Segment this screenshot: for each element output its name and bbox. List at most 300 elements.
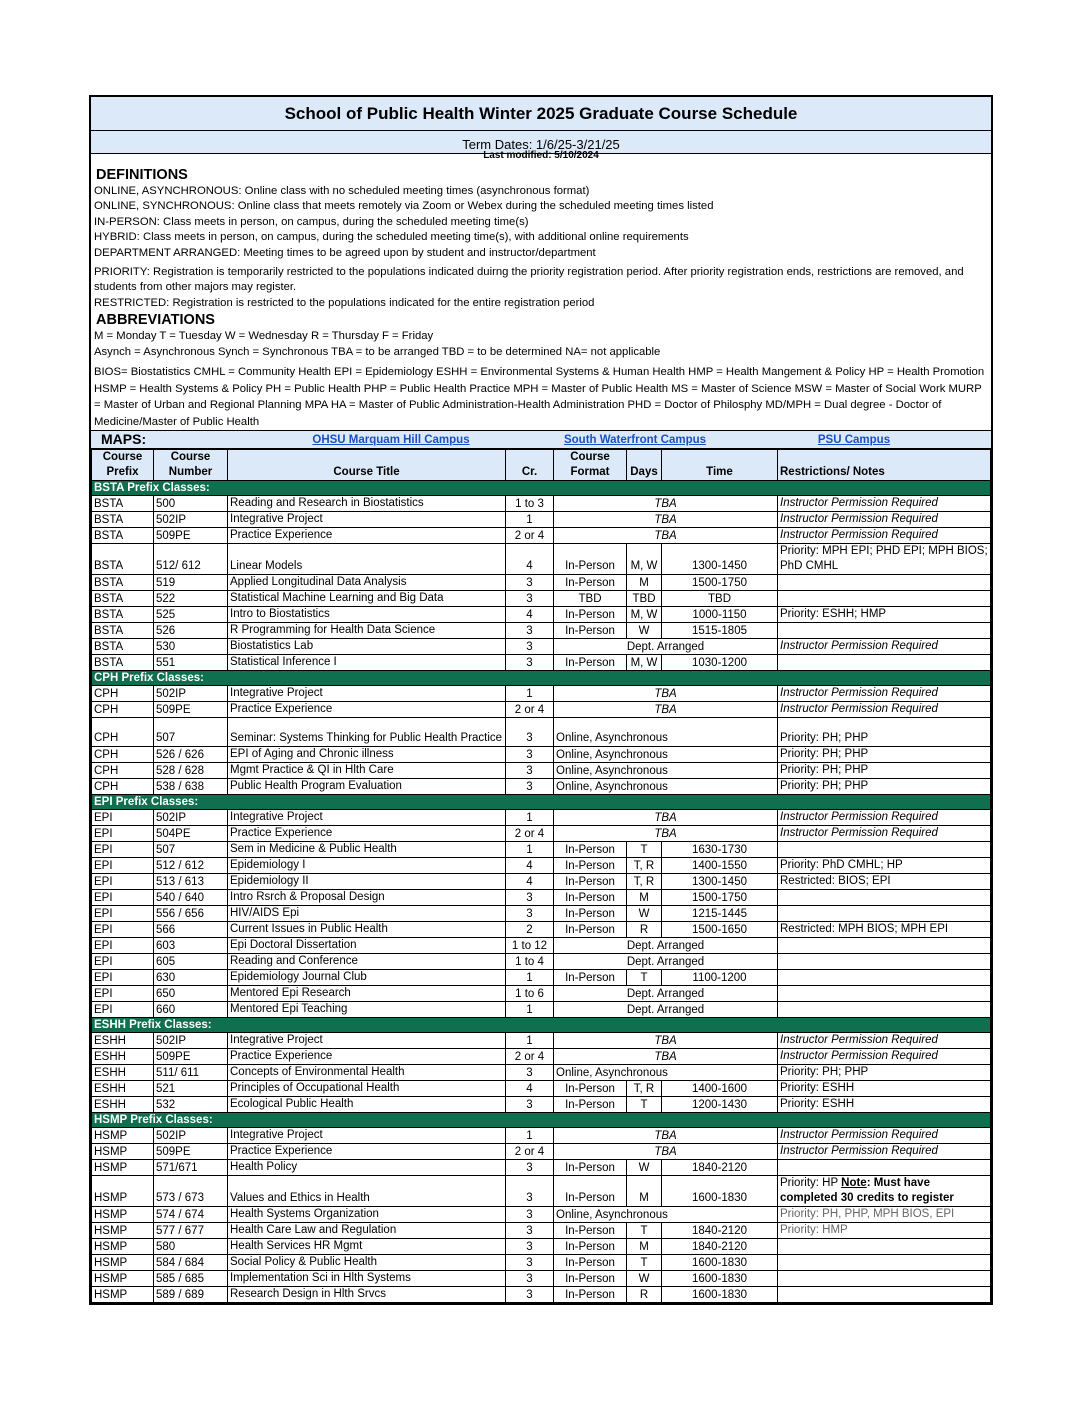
course-prefix: BSTA xyxy=(92,623,154,639)
abbreviations-terms: Asynch = Asynchronous Synch = Synchronous TBA = to be arranged TBD = to be determined NA= not applicable xyxy=(94,345,661,358)
table-row xyxy=(92,890,991,906)
term-dates-text: Term Dates: 1/6/25-3/21/25 xyxy=(462,137,620,152)
course-credits: 3 xyxy=(506,1239,554,1255)
course-number: 502IP xyxy=(154,810,228,826)
course-title: Biostatistics Lab xyxy=(228,639,506,655)
table-row xyxy=(92,591,991,607)
course-title: Values and Ethics in Health xyxy=(228,1176,506,1207)
table-row xyxy=(92,1049,991,1065)
course-prefix: HSMP xyxy=(92,1207,154,1223)
course-prefix: BSTA xyxy=(92,591,154,607)
course-days: W xyxy=(627,906,662,922)
course-time: 1840-2120 xyxy=(662,1160,778,1176)
course-number: 526 / 626 xyxy=(154,747,228,763)
course-time: 1500-1750 xyxy=(662,575,778,591)
course-credits: 4 xyxy=(506,1081,554,1097)
course-schedule-arranged: Dept. Arranged xyxy=(554,639,778,655)
definition-hybrid: HYBRID: Class meets in person, on campus, during the scheduled meeting time(s), with additional online requirements xyxy=(94,231,689,244)
course-title: Intro to Biostatistics xyxy=(228,607,506,623)
course-number: 556 / 656 xyxy=(154,906,228,922)
course-number: 528 / 628 xyxy=(154,763,228,779)
course-prefix: EPI xyxy=(92,954,154,970)
course-notes: Instructor Permission Required xyxy=(778,1128,991,1144)
ohsu-campus-map-link[interactable]: OHSU Marquam Hill Campus xyxy=(312,434,470,447)
abbreviations-programs: BIOS= Biostatistics CMHL = Community Health EPI = Epidemiology ESHH = Environmental Systems & Human Health HMP = Health Mangement & Policy HP = Health Promotion HSMP = Health Systems & Policy PH = Public Health PHP = Public Health Practice MPH = Master of Public Health MS = Master of Science MSW = Master of Social Work MURP = Master of Urban and Regional Planning MPA HA = Master of Public Administration-Health Administration PHD = Doctor of Philosphy MD/MPH = Dual degree - Doctor of Medicine/Master of Public Health xyxy=(94,366,985,428)
course-title: Epidemiology II xyxy=(228,874,506,890)
course-notes: Restricted: BIOS; EPI xyxy=(778,874,991,890)
course-credits: 3 xyxy=(506,747,554,763)
course-notes xyxy=(778,842,991,858)
course-notes: Priority: HMP xyxy=(778,1223,991,1239)
course-time: 1500-1650 xyxy=(662,922,778,938)
course-prefix: EPI xyxy=(92,842,154,858)
course-title: Social Policy & Public Health xyxy=(228,1255,506,1271)
table-row xyxy=(92,655,991,671)
course-title: Linear Models xyxy=(228,544,506,575)
course-schedule-arranged: TBA xyxy=(554,1033,778,1049)
col-header-notes: Restrictions/ Notes xyxy=(778,450,991,481)
course-number: 571/671 xyxy=(154,1160,228,1176)
course-format: In-Person xyxy=(554,858,627,874)
course-prefix: HSMP xyxy=(92,1239,154,1255)
course-prefix: EPI xyxy=(92,922,154,938)
course-credits: 3 xyxy=(506,1287,554,1303)
course-format: In-Person xyxy=(554,890,627,906)
course-number: 522 xyxy=(154,591,228,607)
table-row xyxy=(92,1255,991,1271)
course-notes xyxy=(778,890,991,906)
course-notes xyxy=(778,591,991,607)
table-row xyxy=(92,842,991,858)
course-notes: Priority: PhD CMHL; HP xyxy=(778,858,991,874)
table-row xyxy=(92,922,991,938)
course-title: Epi Doctoral Dissertation xyxy=(228,938,506,954)
course-notes: Instructor Permission Required xyxy=(778,702,991,718)
section-label: CPH Prefix Classes: xyxy=(92,671,991,686)
course-title: Applied Longitudinal Data Analysis xyxy=(228,575,506,591)
course-title: Statistical Inference I xyxy=(228,655,506,671)
course-number: 589 / 689 xyxy=(154,1287,228,1303)
course-notes xyxy=(778,1176,991,1207)
course-schedule-arranged: TBA xyxy=(554,512,778,528)
course-days: T xyxy=(627,1097,662,1113)
course-title: Mentored Epi Research xyxy=(228,986,506,1002)
course-number: 519 xyxy=(154,575,228,591)
col-header-title: Course Title xyxy=(228,450,506,481)
course-number: 512 / 612 xyxy=(154,858,228,874)
course-title: Mentored Epi Teaching xyxy=(228,1002,506,1018)
section-label: EPI Prefix Classes: xyxy=(92,795,991,810)
table-row xyxy=(92,858,991,874)
south-waterfront-map-link[interactable]: South Waterfront Campus xyxy=(563,434,707,447)
course-credits: 2 or 4 xyxy=(506,702,554,718)
course-format: In-Person xyxy=(554,1176,627,1207)
col-header-days: Days xyxy=(627,450,662,481)
course-prefix: BSTA xyxy=(92,544,154,575)
course-prefix: EPI xyxy=(92,938,154,954)
course-number: 532 xyxy=(154,1097,228,1113)
course-credits: 3 xyxy=(506,1097,554,1113)
course-credits: 3 xyxy=(506,575,554,591)
course-time: 1400-1600 xyxy=(662,1081,778,1097)
course-credits: 4 xyxy=(506,874,554,890)
table-row xyxy=(92,1239,991,1255)
course-format: In-Person xyxy=(554,1239,627,1255)
table-row xyxy=(92,1033,991,1049)
course-time: TBD xyxy=(662,591,778,607)
course-number: 538 / 638 xyxy=(154,779,228,795)
course-notes: Instructor Permission Required xyxy=(778,810,991,826)
course-prefix: BSTA xyxy=(92,512,154,528)
course-format: Online, Asynchronous xyxy=(554,779,778,795)
course-prefix: CPH xyxy=(92,686,154,702)
course-days: T, R xyxy=(627,1081,662,1097)
course-prefix: EPI xyxy=(92,810,154,826)
course-title: Implementation Sci in Hlth Systems xyxy=(228,1271,506,1287)
course-format: In-Person xyxy=(554,575,627,591)
course-schedule-arranged: Dept. Arranged xyxy=(554,1002,778,1018)
course-time: 1300-1450 xyxy=(662,544,778,575)
course-prefix: ESHH xyxy=(92,1097,154,1113)
table-row xyxy=(92,623,991,639)
course-days: R xyxy=(627,922,662,938)
course-time: 1600-1830 xyxy=(662,1176,778,1207)
course-format: Online, Asynchronous xyxy=(554,1207,778,1223)
table-row xyxy=(92,1128,991,1144)
course-number: 605 xyxy=(154,954,228,970)
table-row xyxy=(92,986,991,1002)
table-row xyxy=(92,763,991,779)
priority-definition: PRIORITY: Registration is temporarily restricted to the populations indicated duirng the priority registration period. After priority registration ends, restrictions are removed, and students from other majors may register. xyxy=(94,266,964,294)
course-title: Reading and Research in Biostatistics xyxy=(228,496,506,512)
course-number: 566 xyxy=(154,922,228,938)
course-format: In-Person xyxy=(554,607,627,623)
course-number: 573 / 673 xyxy=(154,1176,228,1207)
section-label: BSTA Prefix Classes: xyxy=(92,481,991,496)
course-credits: 4 xyxy=(506,544,554,575)
definition-async: ONLINE, ASYNCHRONOUS: Online class with no scheduled meeting times (asynchronous format) xyxy=(94,185,590,197)
course-time: 1600-1830 xyxy=(662,1271,778,1287)
definition-sync: ONLINE, SYNCHRONOUS: Online class that meets remotely via Zoom or Webex during the scheduled meeting times listed xyxy=(94,200,714,213)
course-format: Online, Asynchronous xyxy=(554,747,778,763)
course-number: 584 / 684 xyxy=(154,1255,228,1271)
table-row xyxy=(92,1223,991,1239)
table-row xyxy=(92,512,991,528)
course-title: Practice Experience xyxy=(228,1144,506,1160)
course-prefix: HSMP xyxy=(92,1160,154,1176)
course-credits: 3 xyxy=(506,1207,554,1223)
course-time: 1000-1150 xyxy=(662,607,778,623)
table-header xyxy=(92,450,991,481)
course-number: 603 xyxy=(154,938,228,954)
table-row xyxy=(92,1065,991,1081)
course-schedule-arranged: Dept. Arranged xyxy=(554,938,778,954)
course-schedule-arranged: Dept. Arranged xyxy=(554,954,778,970)
course-time: 1500-1750 xyxy=(662,890,778,906)
course-credits: 2 or 4 xyxy=(506,528,554,544)
course-prefix: HSMP xyxy=(92,1128,154,1144)
course-days: T xyxy=(627,1255,662,1271)
course-notes: Restricted: MPH BIOS; MPH EPI xyxy=(778,922,991,938)
course-title: Health Services HR Mgmt xyxy=(228,1239,506,1255)
course-time: 1600-1830 xyxy=(662,1255,778,1271)
table-row xyxy=(92,544,991,575)
course-schedule-arranged: TBA xyxy=(554,1049,778,1065)
course-schedule-arranged: TBA xyxy=(554,528,778,544)
course-number: 526 xyxy=(154,623,228,639)
course-notes: Instructor Permission Required xyxy=(778,1049,991,1065)
course-title: R Programming for Health Data Science xyxy=(228,623,506,639)
course-title: Sem in Medicine & Public Health xyxy=(228,842,506,858)
course-time: 1630-1730 xyxy=(662,842,778,858)
course-notes xyxy=(778,906,991,922)
course-prefix: CPH xyxy=(92,779,154,795)
col-header-time: Time xyxy=(662,450,778,481)
course-notes: Priority: PH, PHP, MPH BIOS, EPI xyxy=(778,1207,991,1223)
course-schedule-arranged: TBA xyxy=(554,1144,778,1160)
course-notes: Priority: PH; PHP xyxy=(778,779,991,795)
course-credits: 2 or 4 xyxy=(506,826,554,842)
course-notes: Priority: PH; PHP xyxy=(778,718,991,747)
section-header xyxy=(92,1113,991,1128)
course-title: Current Issues in Public Health xyxy=(228,922,506,938)
course-credits: 2 or 4 xyxy=(506,1144,554,1160)
course-format: In-Person xyxy=(554,1223,627,1239)
col-header-format: Course Format xyxy=(554,450,627,481)
course-time: 1100-1200 xyxy=(662,970,778,986)
course-notes: Priority: PH; PHP xyxy=(778,1065,991,1081)
course-title: Epidemiology I xyxy=(228,858,506,874)
course-credits: 1 xyxy=(506,512,554,528)
course-title: Integrative Project xyxy=(228,1128,506,1144)
course-credits: 3 xyxy=(506,718,554,747)
course-title: Practice Experience xyxy=(228,1049,506,1065)
course-title: Integrative Project xyxy=(228,810,506,826)
table-row xyxy=(92,810,991,826)
course-days: TBD xyxy=(627,591,662,607)
course-title: Integrative Project xyxy=(228,1033,506,1049)
definition-dept-arranged: DEPARTMENT ARRANGED: Meeting times to be agreed upon by student and instructor/department xyxy=(94,246,596,259)
course-notes xyxy=(778,954,991,970)
course-format: In-Person xyxy=(554,1255,627,1271)
course-days: M xyxy=(627,575,662,591)
section-header xyxy=(92,671,991,686)
course-prefix: BSTA xyxy=(92,528,154,544)
table-row xyxy=(92,747,991,763)
course-number: 630 xyxy=(154,970,228,986)
course-prefix: HSMP xyxy=(92,1223,154,1239)
course-number: 511/ 611 xyxy=(154,1065,228,1081)
course-format: In-Person xyxy=(554,1287,627,1303)
course-days: M, W xyxy=(627,544,662,575)
course-notes: Instructor Permission Required xyxy=(778,1144,991,1160)
course-number: 507 xyxy=(154,842,228,858)
course-format: In-Person xyxy=(554,655,627,671)
course-number: 650 xyxy=(154,986,228,1002)
course-days: W xyxy=(627,623,662,639)
course-number: 580 xyxy=(154,1239,228,1255)
course-number: 530 xyxy=(154,639,228,655)
course-time: 1515-1805 xyxy=(662,623,778,639)
col-header-number: Course Number xyxy=(154,450,228,481)
course-number: 507 xyxy=(154,718,228,747)
table-row xyxy=(92,1081,991,1097)
course-notes xyxy=(778,1160,991,1176)
section-header xyxy=(92,1018,991,1033)
course-notes xyxy=(778,938,991,954)
course-days: T, R xyxy=(627,858,662,874)
course-days: T xyxy=(627,1223,662,1239)
course-prefix: EPI xyxy=(92,826,154,842)
course-prefix: EPI xyxy=(92,970,154,986)
course-credits: 1 xyxy=(506,1033,554,1049)
course-credits: 1 xyxy=(506,1002,554,1018)
course-prefix: BSTA xyxy=(92,575,154,591)
course-notes xyxy=(778,1287,991,1303)
course-format: In-Person xyxy=(554,874,627,890)
col-header-credits: Cr. xyxy=(506,450,554,481)
note-text: : Must have completed 30 credits to register xyxy=(780,1177,954,1205)
course-credits: 3 xyxy=(506,639,554,655)
course-notes: Priority: ESHH xyxy=(778,1081,991,1097)
course-title: Ecological Public Health xyxy=(228,1097,506,1113)
course-title: Health Policy xyxy=(228,1160,506,1176)
course-prefix: EPI xyxy=(92,1002,154,1018)
course-time: 1300-1450 xyxy=(662,874,778,890)
course-schedule-arranged: TBA xyxy=(554,702,778,718)
course-notes xyxy=(778,655,991,671)
table-row xyxy=(92,1271,991,1287)
course-title: Public Health Program Evaluation xyxy=(228,779,506,795)
course-credits: 3 xyxy=(506,1160,554,1176)
course-number: 504PE xyxy=(154,826,228,842)
course-credits: 1 to 4 xyxy=(506,954,554,970)
page-title: School of Public Health Winter 2025 Graduate Course Schedule xyxy=(91,97,991,131)
course-time: 1200-1430 xyxy=(662,1097,778,1113)
course-notes xyxy=(778,1255,991,1271)
course-credits: 3 xyxy=(506,779,554,795)
course-prefix: CPH xyxy=(92,718,154,747)
course-prefix: HSMP xyxy=(92,1287,154,1303)
section-header xyxy=(92,481,991,496)
course-format: In-Person xyxy=(554,1271,627,1287)
section-label: ESHH Prefix Classes: xyxy=(92,1018,991,1033)
course-title: Health Systems Organization xyxy=(228,1207,506,1223)
course-days: T, R xyxy=(627,874,662,890)
course-notes: Instructor Permission Required xyxy=(778,1033,991,1049)
course-prefix: HSMP xyxy=(92,1144,154,1160)
definition-in-person: IN-PERSON: Class meets in person, on campus, during the scheduled meeting time(s) xyxy=(94,215,529,228)
course-credits: 3 xyxy=(506,655,554,671)
course-days: T xyxy=(627,970,662,986)
course-title: Integrative Project xyxy=(228,686,506,702)
course-credits: 3 xyxy=(506,763,554,779)
course-title: Epidemiology Journal Club xyxy=(228,970,506,986)
course-number: 502IP xyxy=(154,686,228,702)
table-row xyxy=(92,1144,991,1160)
course-prefix: EPI xyxy=(92,874,154,890)
course-number: 509PE xyxy=(154,1144,228,1160)
course-number: 574 / 674 xyxy=(154,1207,228,1223)
course-credits: 3 xyxy=(506,1255,554,1271)
table-row xyxy=(92,779,991,795)
course-title: EPI of Aging and Chronic illness xyxy=(228,747,506,763)
table-row xyxy=(92,938,991,954)
course-time: 1840-2120 xyxy=(662,1223,778,1239)
course-credits: 3 xyxy=(506,1223,554,1239)
psu-campus-map-link[interactable]: PSU Campus xyxy=(817,434,891,447)
course-title: Principles of Occupational Health xyxy=(228,1081,506,1097)
course-credits: 3 xyxy=(506,890,554,906)
maps-bar xyxy=(91,430,991,449)
course-schedule-arranged: TBA xyxy=(554,686,778,702)
course-format: In-Person xyxy=(554,842,627,858)
course-days: R xyxy=(627,1287,662,1303)
course-format: In-Person xyxy=(554,1097,627,1113)
course-prefix: EPI xyxy=(92,890,154,906)
course-format: Online, Asynchronous xyxy=(554,1065,778,1081)
course-title: Seminar: Systems Thinking for Public Health Practice xyxy=(228,718,506,747)
course-credits: 4 xyxy=(506,858,554,874)
course-title: Reading and Conference xyxy=(228,954,506,970)
course-credits: 1 to 6 xyxy=(506,986,554,1002)
note-label: Note xyxy=(841,1177,867,1190)
course-prefix: CPH xyxy=(92,763,154,779)
course-credits: 3 xyxy=(506,591,554,607)
course-number: 551 xyxy=(154,655,228,671)
last-modified: Last modified: 5/10/2024 xyxy=(483,150,599,161)
course-credits: 1 xyxy=(506,970,554,986)
course-title: Research Design in Hlth Srvcs xyxy=(228,1287,506,1303)
course-schedule-arranged: TBA xyxy=(554,810,778,826)
table-row xyxy=(92,874,991,890)
col-header-prefix: Course Prefix xyxy=(92,450,154,481)
course-prefix: BSTA xyxy=(92,496,154,512)
course-title: Mgmt Practice & QI in Hlth Care xyxy=(228,763,506,779)
section-header xyxy=(92,795,991,810)
course-credits: 3 xyxy=(506,906,554,922)
course-format: In-Person xyxy=(554,623,627,639)
course-credits: 1 xyxy=(506,686,554,702)
course-number: 577 / 677 xyxy=(154,1223,228,1239)
course-notes xyxy=(778,986,991,1002)
course-format: In-Person xyxy=(554,906,627,922)
course-days: M, W xyxy=(627,655,662,671)
table-row xyxy=(92,906,991,922)
course-format: Online, Asynchronous xyxy=(554,763,778,779)
course-days: M xyxy=(627,1176,662,1207)
course-days: M xyxy=(627,1239,662,1255)
course-credits: 1 to 12 xyxy=(506,938,554,954)
table-row xyxy=(92,1097,991,1113)
course-notes: Instructor Permission Required xyxy=(778,639,991,655)
course-prefix: ESHH xyxy=(92,1065,154,1081)
course-format: In-Person xyxy=(554,970,627,986)
course-schedule-arranged: TBA xyxy=(554,1128,778,1144)
course-time: 1215-1445 xyxy=(662,906,778,922)
course-notes xyxy=(778,623,991,639)
table-row xyxy=(92,1287,991,1303)
course-credits: 1 xyxy=(506,1128,554,1144)
table-row xyxy=(92,826,991,842)
course-number: 509PE xyxy=(154,1049,228,1065)
abbreviations-heading: ABBREVIATIONS xyxy=(96,312,215,329)
course-title: Practice Experience xyxy=(228,528,506,544)
course-notes xyxy=(778,1271,991,1287)
course-notes xyxy=(778,575,991,591)
course-notes: Instructor Permission Required xyxy=(778,826,991,842)
course-number: 500 xyxy=(154,496,228,512)
